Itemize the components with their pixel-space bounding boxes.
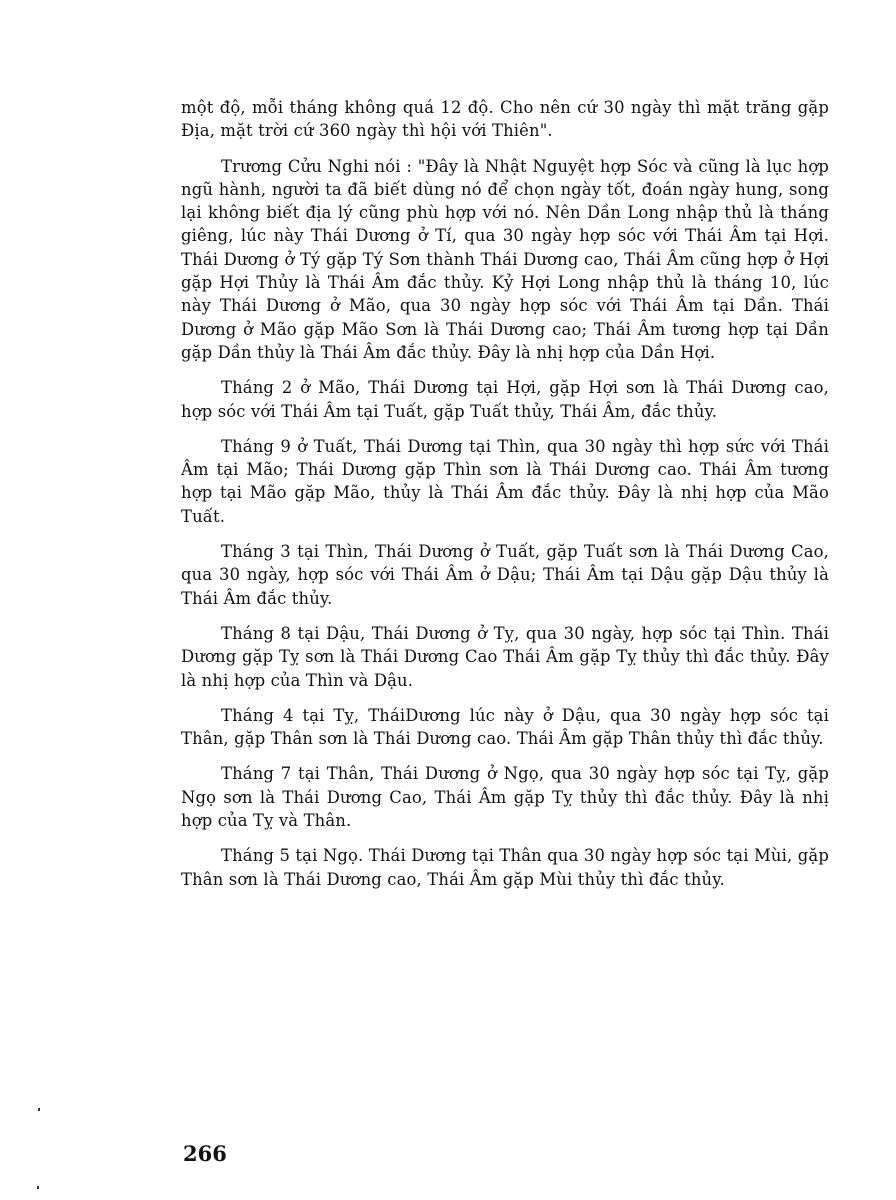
paragraph-6: Tháng 8 tại Dậu, Thái Dương ở Tỵ, qua 30 ngày, hợp sóc tại Thìn. Thái Dương gặp Tỵ sơn là Thái Dương Cao Thái Âm gặp Tỵ thủy thì đắc thủy. Đây là nhị hợp của Thìn và Dậu.: [181, 623, 829, 690]
paragraph-3: Tháng 2 ở Mão, Thái Dương tại Hợi, gặp Hợi sơn là Thái Dương cao, hợp sóc với Thái Âm tại Tuất, gặp Tuất thủy, Thái Âm, đắc thủy.: [181, 378, 829, 421]
paragraph-7: Tháng 4 tại Tỵ, TháiDương lúc này ở Dậu, qua 30 ngày hợp sóc tại Thân, gặp Thân sơn là Thái Dương cao. Thái Âm gặp Thân thủy thì đắc thủy.: [181, 705, 829, 749]
paragraph-2: Trương Cửu Nghi nói : "Đây là Nhật Nguyệt hợp Sóc và cũng là lục hợp ngũ hành, người ta đã biết dùng nó để chọn ngày tốt, đoán ngày hung, song lại không biết địa lý cũng phù hợp với nó. Nên Dần Long nhập thủ là tháng giêng, lúc này Thái Dương ở Tí, qua 30 ngày hợp sóc với Thái Âm tại Hợi. Thái Dương ở Tý gặp Tý Sơn thành Thái Dương cao, Thái Âm cũng hợp ở Hợi gặp Hợi Thủy là Thái Âm đắc thủy. Kỷ Hợi Long nhập thủ là tháng 10, lúc này Thái Dương ở Mão, qua 30 ngày hợp sóc với Thái Âm tại Dần. Thái Dương ở Mão gặp Mão Sơn là Thái Dương cao; Thái Âm tương hợp tại Dần gặp Dần thủy là Thái Âm đắc thủy. Đây là nhị hợp của Dần Hợi.: [181, 156, 829, 362]
scan-speck: [37, 1186, 39, 1189]
paragraph-4: Tháng 9 ở Tuất, Thái Dương tại Thìn, qua 30 ngày thì hợp sức với Thái Âm tại Mão; Thái Dương gặp Thìn sơn là Thái Dương cao. Thái Âm tương hợp tại Mão gặp Mão, thủy là Thái Âm đắc thủy. Đây là nhị hợp của Mão Tuất.: [181, 436, 829, 526]
paragraph-9: Tháng 5 tại Ngọ. Thái Dương tại Thân qua 30 ngày hợp sóc tại Mùi, gặp Thân sơn là Thái Dương cao, Thái Âm gặp Mùi thủy thì đắc thủy.: [181, 846, 829, 889]
page-body: [181, 96, 829, 903]
paragraph-1: một độ, mỗi tháng không quá 12 độ. Cho nên cứ 30 ngày thì mặt trăng gặp Địa, mặt trời cứ 360 ngày thì hội với Thiên".: [181, 98, 829, 141]
page-number: 266: [183, 1141, 227, 1166]
paragraph-8: Tháng 7 tại Thân, Thái Dương ở Ngọ, qua 30 ngày hợp sóc tại Tỵ, gặp Ngọ sơn là Thái Dương Cao, Thái Âm gặp Tỵ thủy thì đắc thủy. Đây là nhị hợp của Tỵ và Thân.: [181, 764, 829, 831]
paragraph-5: Tháng 3 tại Thìn, Thái Dương ở Tuất, gặp Tuất sơn là Thái Dương Cao, qua 30 ngày, hợp sóc với Thái Âm ở Dậu; Thái Âm tại Dậu gặp Dậu thủy là Thái Âm đắc thủy.: [181, 542, 829, 608]
scan-speck: [38, 1108, 40, 1111]
